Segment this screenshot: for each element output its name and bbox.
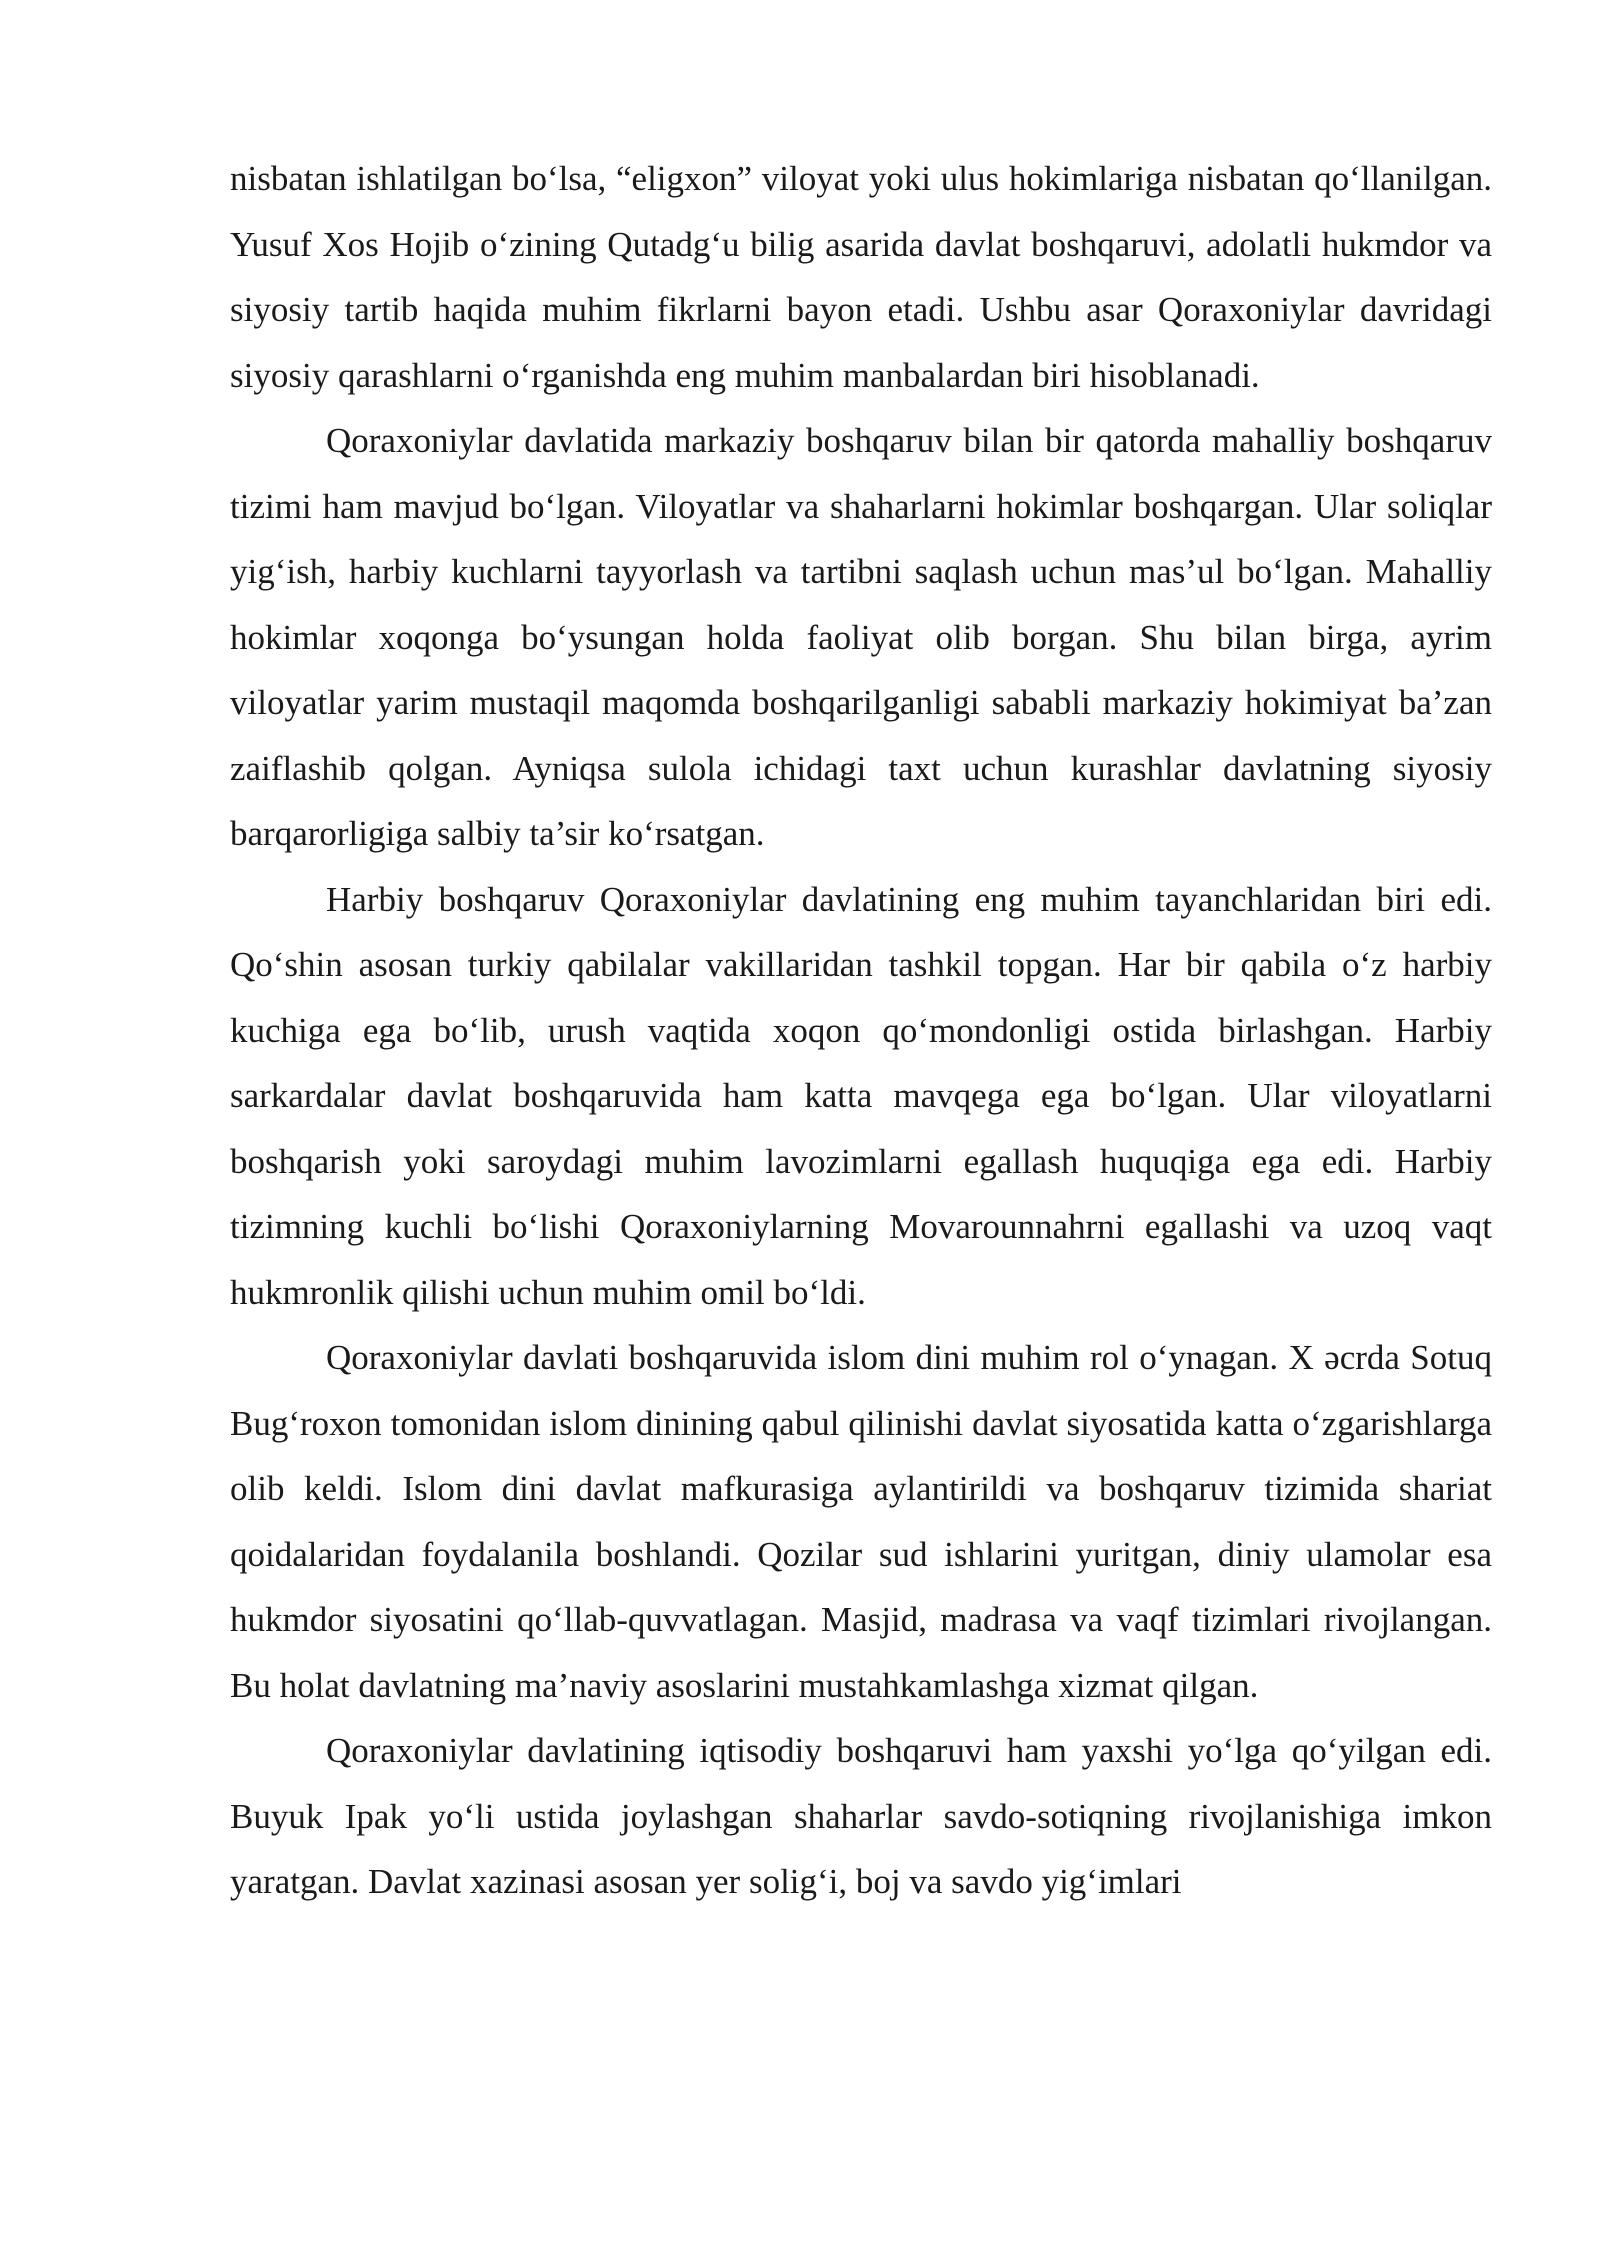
document-body [230, 146, 1492, 1915]
paragraph-2: Qoraxoniylar davlatida markaziy boshqaruv bilan bir qatorda mahalliy boshqaruv tizimi ham mavjud bo‘lgan. Viloyatlar va shaharlarni hokimlar boshqargan. Ular soliqlar yig‘ish, harbiy kuchlarni tayyorlash va tartibni saqlash uchun mas’ul bo‘lgan. Mahalliy hokimlar xoqonga bo‘ysungan holda faoliyat olib borgan. Shu bilan birga, ayrim viloyatlar yarim mustaqil maqomda boshqarilganligi sababli markaziy hokimiyat ba’zan zaiflashib qolgan. Ayniqsa sulola ichidagi taxt uchun kurashlar davlatning siyosiy barqarorligiga salbiy ta’sir ko‘rsatgan. [230, 421, 1492, 853]
paragraph-3: Harbiy boshqaruv Qoraxoniylar davlatining eng muhim tayanchlaridan biri edi. Qo‘shin asosan turkiy qabilalar vakillaridan tashkil topgan. Har bir qabila o‘z harbiy kuchiga ega bo‘lib, urush vaqtida xoqon qo‘mondonligi ostida birlashgan. Harbiy sarkardalar davlat boshqaruvida ham katta mavqega ega bo‘lgan. Ular viloyatlarni boshqarish yoki saroydagi muhim lavozimlarni egallash huquqiga ega edi. Harbiy tizimning kuchli bo‘lishi Qoraxoniylarning Movarounnahrni egallashi va uzoq vaqt hukmronlik qilishi uchun muhim omil bo‘ldi. [230, 879, 1492, 1312]
paragraph-4: Qoraxoniylar davlati boshqaruvida islom dini muhim rol o‘ynagan. X əcrda Sotuq Bug‘roxon tomonidan islom dinining qabul qilinishi davlat siyosatida katta o‘zgarishlarga olib keldi. Islom dini davlat mafkurasiga aylantirildi va boshqaruv tizimida shariat qoidalaridan foydalanila boshlandi. Qozilar sud ishlarini yuritgan, diniy ulamolar esa hukmdor siyosatini qo‘llab-quvvatlagan. Masjid, madrasa va vaqf tizimlari rivojlangan. Bu holat davlatning ma’naviy asoslarini mustahkamlashga xizmat qilgan. [230, 1338, 1492, 1705]
paragraph-5: Qoraxoniylar davlatining iqtisodiy boshqaruvi ham yaxshi yo‘lga qo‘yilgan edi. Buyuk Ipak yo‘li ustida joylashgan shaharlar savdo-sotiqning rivojlanishiga imkon yaratgan. Davlat xazinasi asosan yer solig‘i, boj va savdo yig‘imlari [230, 1731, 1492, 1901]
paragraph-1: nisbatan ishlatilgan bo‘lsa, “eligxon” viloyat yoki ulus hokimlariga nisbatan qo‘llanilgan. Yusuf Xos Hojib o‘zining Qutadg‘u bilig asarida davlat boshqaruvi, adolatli hukmdor va siyosiy tartib haqida muhim fikrlarni bayon etadi. Ushbu asar Qoraxoniylar davridagi siyosiy qarashlarni o‘rganishda eng muhim manbalardan biri hisoblanadi. [230, 159, 1492, 395]
